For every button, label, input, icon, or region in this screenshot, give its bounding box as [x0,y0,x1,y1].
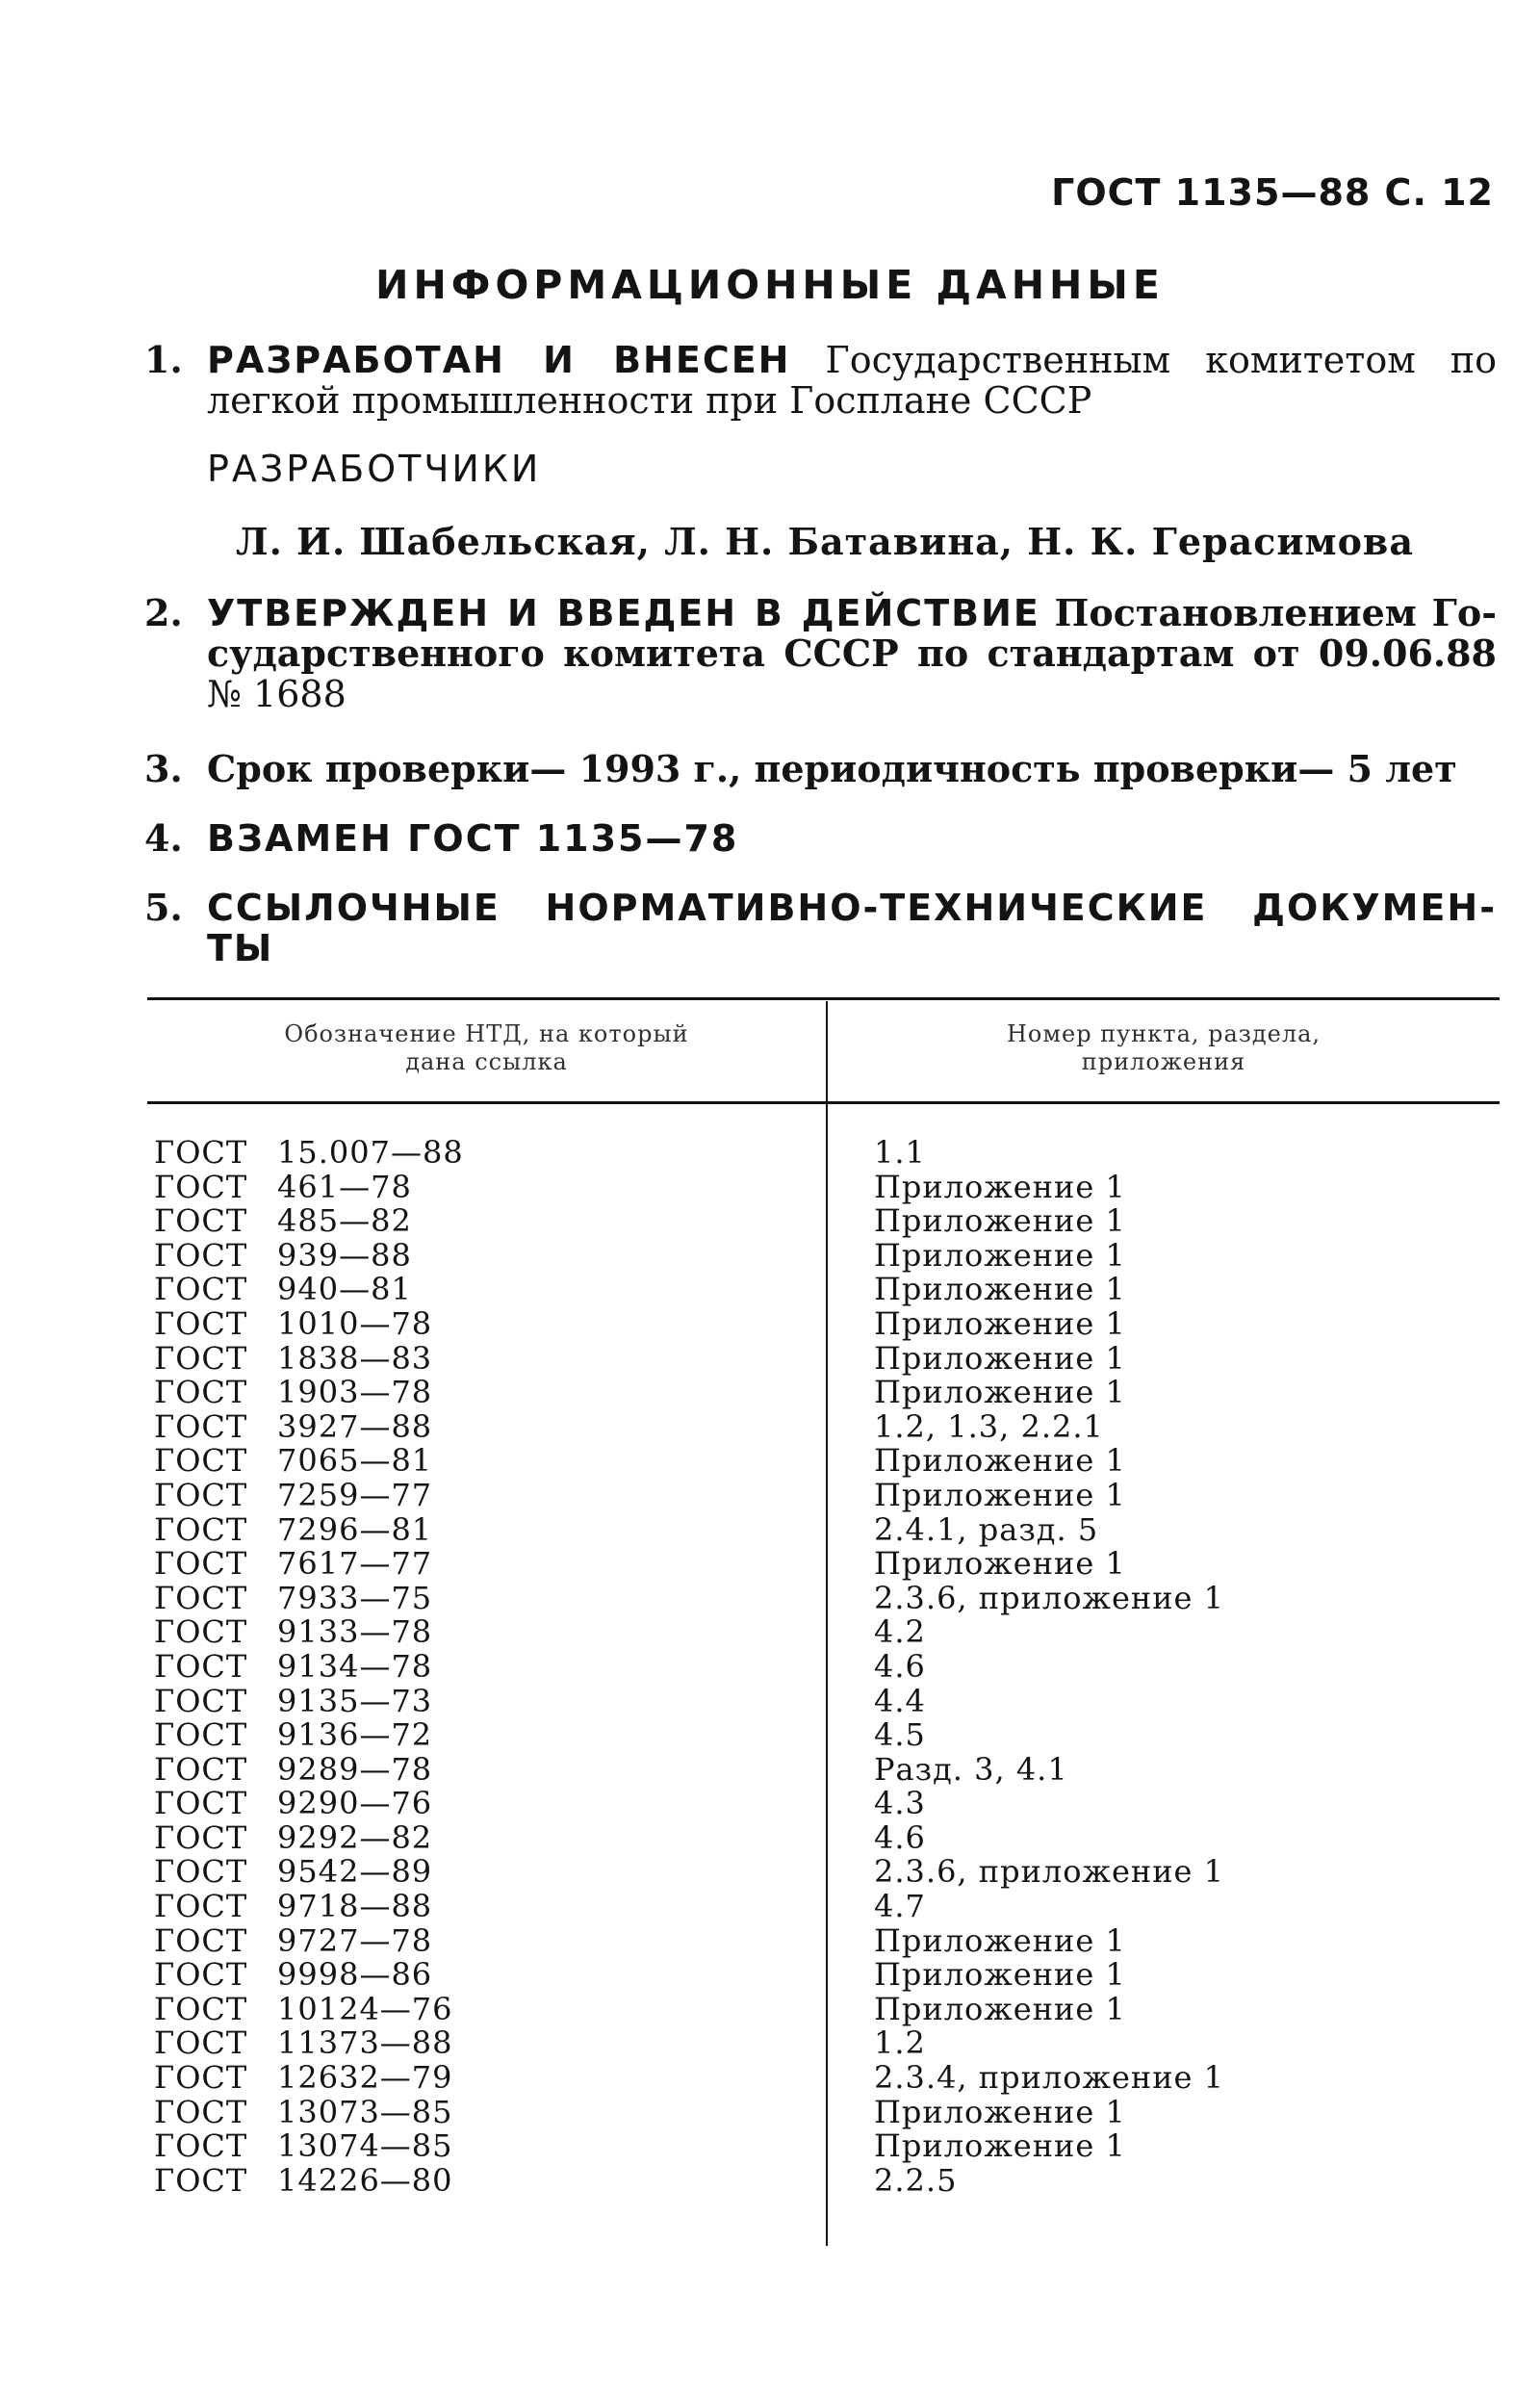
document-reference [154,1818,433,1856]
standard-prefix: ГОСТ [154,1510,248,1548]
document-reference [154,1890,432,1924]
standard-prefix: ГОСТ [154,1271,248,1308]
document-reference [154,1168,412,1205]
standard-number: 13073—85 [277,2093,453,2130]
developers-list: Л. И. Шабельская, Л. Н. Батавина, Н. К. Герасимова [236,520,1414,563]
document-reference [154,1579,433,1616]
table-row [0,2093,1540,2130]
clause-reference: Приложение 1 [874,1236,1126,1274]
document-reference [154,1376,432,1410]
standard-number: 7065—81 [277,1442,433,1480]
table-row [0,1168,1540,1205]
standard-number: 9718—88 [277,1888,433,1925]
standard-number: 9135—73 [277,1682,433,1719]
standard-prefix: ГОСТ [154,1236,248,1274]
document-reference [154,1958,432,1993]
section-number: 4. [144,816,183,860]
standard-number: 7296—81 [277,1510,433,1548]
section-2 [144,593,1497,714]
standard-prefix: ГОСТ [154,1339,248,1377]
standard-prefix: ГОСТ [154,1545,248,1583]
clause-reference: 2.4.1, разд. 5 [874,1510,1099,1548]
document-reference [154,1750,433,1788]
table-row [0,1444,1540,1479]
standard-prefix: ГОСТ [154,1202,248,1240]
table-header-document: Обозначение НТД, на который дана ссылка [284,1020,689,1075]
standard-number: 940—81 [277,1271,412,1308]
document-reference [154,2026,453,2061]
standard-prefix: ГОСТ [154,1647,248,1685]
standard-prefix: ГОСТ [154,1374,248,1411]
developers-heading: РАЗРАБОТЧИКИ [207,448,542,490]
section-1-text: Государственным комитетом по [825,339,1497,381]
standard-number: 9292—82 [277,1818,433,1856]
clause-reference: Приложение 1 [874,1476,1126,1513]
standard-number: 13074—85 [277,2127,453,2165]
clause-reference: 2.3.4, приложение 1 [874,2059,1224,2097]
table-row [0,1787,1540,1821]
clause-reference: Приложение 1 [874,1956,1126,1994]
standard-number: 9134—78 [277,1647,433,1685]
section-number: 5. [144,886,183,929]
document-reference [154,1990,453,2027]
reference-table-body [0,1136,1540,2198]
section-5 [144,888,1497,968]
clause-reference: Приложение 1 [874,1374,1126,1411]
clause-reference: Приложение 1 [874,1545,1126,1583]
table-row [0,2161,1540,2199]
document-reference [154,1510,433,1548]
standard-number: 11373—88 [277,2024,453,2062]
table-row [0,1718,1540,1753]
section-1-line-2: легкой промышленности при Госплане СССР [207,379,1092,422]
standard-number: 485—82 [277,1202,412,1240]
table-row [0,1376,1540,1410]
standard-prefix: ГОСТ [154,1442,248,1480]
table-row [0,2061,1540,2096]
table-row [0,1136,1540,1171]
document-reference [154,2161,453,2199]
clause-reference: 4.5 [874,1716,926,1754]
table-row [0,1750,1540,1788]
standard-prefix: ГОСТ [154,1956,248,1994]
document-reference [154,1236,412,1274]
section-2-line-1 [207,593,1497,633]
document-reference [154,1855,432,1890]
document-reference [154,1615,432,1650]
standard-prefix: ГОСТ [154,1579,248,1616]
document-title: ИНФОРМАЦИОННЫЕ ДАННЫЕ [375,262,1165,308]
table-row [0,2026,1540,2061]
document-reference [154,1547,432,1582]
table-row [0,1204,1540,1239]
document-reference [154,1647,433,1685]
standard-number: 9136—72 [277,1716,433,1754]
standard-number: 1838—83 [277,1339,433,1377]
clause-reference: 4.6 [874,1647,926,1685]
document-reference [154,1339,433,1377]
standard-number: 9290—76 [277,1785,433,1822]
table-row [0,1990,1540,2027]
standard-prefix: ГОСТ [154,1716,248,1754]
page-header: ГОСТ 1135—88 С. 12 [1051,171,1494,214]
section-3-text: Срок проверки— 1993 г., периодичность проверки— 5 лет [207,747,1457,790]
standard-prefix: ГОСТ [154,1613,248,1651]
table-row [0,1647,1540,1685]
section-2-text: Постановлением Го- [1054,591,1497,634]
standard-prefix: ГОСТ [154,1750,248,1788]
section-5-line-2: ТЫ [207,927,274,969]
clause-reference: 4.3 [874,1785,926,1822]
clause-reference: Приложение 1 [874,1339,1126,1377]
clause-reference: 2.3.6, приложение 1 [874,1579,1224,1616]
table-row [0,1339,1540,1377]
clause-reference: Приложение 1 [874,1990,1126,2027]
standard-number: 9133—78 [277,1613,433,1651]
table-header-rule [147,1101,1500,1104]
table-row [0,1682,1540,1719]
table-header-clause: Номер пункта, раздела, приложения [1006,1020,1322,1075]
standard-number: 939—88 [277,1236,412,1274]
standard-number: 9289—78 [277,1750,433,1788]
document-reference [154,1921,433,1959]
section-3 [144,749,1497,789]
clause-reference: Приложение 1 [874,1271,1126,1308]
standard-prefix: ГОСТ [154,1921,248,1959]
clause-reference: Разд. 3, 4.1 [874,1750,1068,1788]
clause-reference: Приложение 1 [874,1442,1126,1480]
clause-reference: 4.7 [874,1888,926,1925]
section-2-keyword: УТВЕРЖДЕН И ВВЕДЕН В ДЕЙСТВИЕ [207,592,1040,634]
table-row [0,1547,1540,1582]
table-row [0,1510,1540,1548]
table-row [0,2129,1540,2164]
standard-prefix: ГОСТ [154,1888,248,1925]
table-row [0,1921,1540,1959]
section-1-line-1 [207,340,1497,380]
standard-number: 12632—79 [277,2059,453,2097]
standard-number: 1903—78 [277,1374,433,1411]
table-row [0,1818,1540,1856]
table-row [0,1890,1540,1924]
standard-number: 9998—86 [277,1956,433,1994]
document-reference [154,2061,453,2096]
section-1 [144,340,1497,421]
document-reference [154,1407,433,1445]
section-4 [144,818,1497,859]
standard-prefix: ГОСТ [154,1476,248,1513]
document-reference [154,1682,433,1719]
document-reference [154,1444,432,1479]
section-2-line-2: сударственного комитета СССР по стандартам от 09.06.88 [207,631,1497,675]
document-reference [154,1787,432,1821]
table-row [0,1476,1540,1513]
table-row [0,1407,1540,1445]
standard-prefix: ГОСТ [154,1304,248,1342]
standard-number: 1010—78 [277,1304,433,1342]
standard-number: 14226—80 [277,2161,453,2199]
table-top-rule [147,997,1500,1000]
standard-prefix: ГОСТ [154,2093,248,2130]
table-row [0,1579,1540,1616]
document-reference [154,1304,433,1342]
section-2-line-3: № 1688 [207,673,346,715]
section-4-text: ВЗАМЕН ГОСТ 1135—78 [207,817,739,860]
standard-prefix: ГОСТ [154,2024,248,2062]
standard-prefix: ГОСТ [154,2059,248,2097]
clause-reference: 4.6 [874,1818,926,1856]
section-1-keyword: РАЗРАБОТАН И ВНЕСЕН [207,339,791,381]
document-reference [154,2093,453,2130]
standard-prefix: ГОСТ [154,1818,248,1856]
standard-number: 9727—78 [277,1921,433,1959]
document-reference [154,1136,464,1171]
table-row [0,1236,1540,1274]
standard-prefix: ГОСТ [154,2161,248,2199]
clause-reference: 1.2 [874,2024,926,2062]
clause-reference: 1.1 [874,1134,926,1171]
clause-reference: Приложение 1 [874,1304,1126,1342]
table-row [0,1304,1540,1342]
section-number: 2. [144,591,183,634]
standard-number: 7259—77 [277,1476,433,1513]
table-row [0,1615,1540,1650]
clause-reference: Приложение 1 [874,1168,1126,1205]
standard-number: 9542—89 [277,1853,433,1891]
document-reference [154,1718,432,1753]
clause-reference: 4.4 [874,1682,926,1719]
standard-prefix: ГОСТ [154,1407,248,1445]
standard-prefix: ГОСТ [154,1853,248,1891]
clause-reference: Приложение 1 [874,1202,1126,1240]
section-number: 1. [144,338,183,381]
clause-reference: 4.2 [874,1613,926,1651]
standard-number: 15.007—88 [277,1134,464,1171]
standard-prefix: ГОСТ [154,1134,248,1171]
clause-reference: Приложение 1 [874,2127,1126,2165]
table-row [0,1273,1540,1307]
clause-reference: Приложение 1 [874,1921,1126,1959]
standard-prefix: ГОСТ [154,2127,248,2165]
clause-reference: Приложение 1 [874,2093,1126,2130]
standard-number: 7933—75 [277,1579,433,1616]
document-reference [154,1476,433,1513]
clause-reference: 2.3.6, приложение 1 [874,1853,1224,1891]
standard-prefix: ГОСТ [154,1785,248,1822]
section-5-line-1: ССЫЛОЧНЫЕ НОРМАТИВНО-ТЕХНИЧЕСКИЕ ДОКУМЕН- [207,887,1497,929]
standard-prefix: ГОСТ [154,1168,248,1205]
document-reference [154,2129,453,2164]
clause-reference: 1.2, 1.3, 2.2.1 [874,1407,1104,1445]
standard-number: 3927—88 [277,1407,433,1445]
section-number: 3. [144,747,183,790]
document-reference [154,1204,412,1239]
clause-reference: 2.2.5 [874,2161,958,2199]
table-row [0,1958,1540,1993]
standard-number: 461—78 [277,1168,412,1205]
standard-prefix: ГОСТ [154,1682,248,1719]
document-reference [154,1273,412,1307]
standard-number: 10124—76 [277,1990,453,2027]
table-row [0,1855,1540,1890]
standard-number: 7617—77 [277,1545,433,1583]
standard-prefix: ГОСТ [154,1990,248,2027]
